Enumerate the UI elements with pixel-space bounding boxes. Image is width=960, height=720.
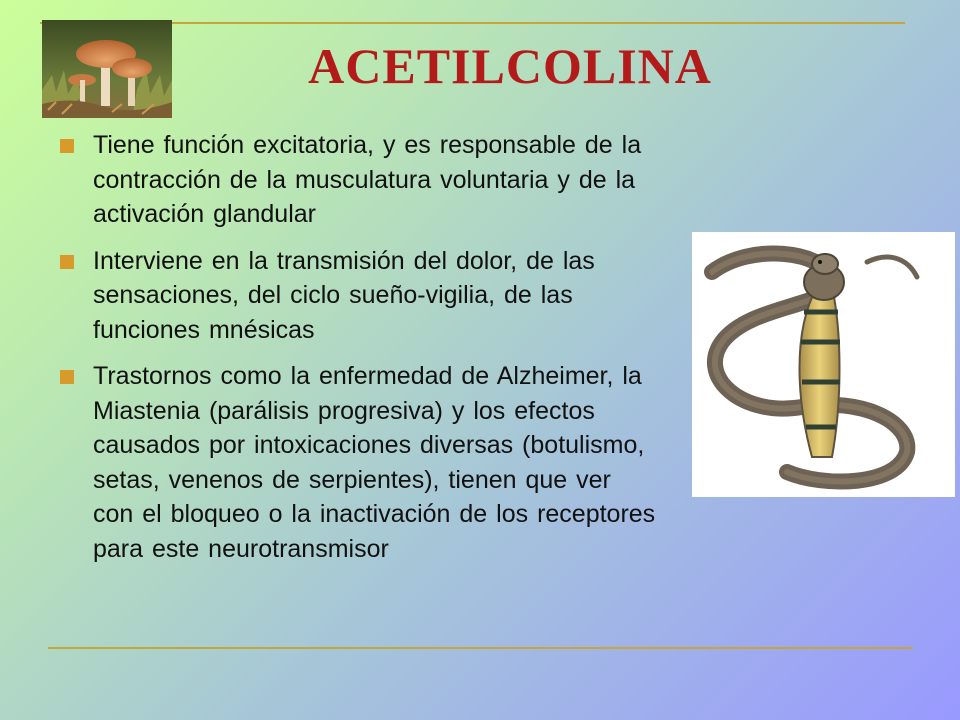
bullet-list [60,128,660,578]
square-bullet-icon [60,255,74,269]
mushroom-image [42,20,172,118]
slide-title: ACETILCOLINA [308,38,712,94]
cobra-image [692,232,955,497]
bullet-text: Trastornos como la enfermedad de Alzheimer, la Miastenia (parálisis progresiva) y los efectos causados por intoxicaciones diversas (botulismo, setas, venenos de serpientes), tienen que ver con el bloqueo o la inactivación de los receptores para este neurotransmisor [93,362,656,563]
square-bullet-icon [60,139,74,153]
square-bullet-icon [60,370,74,384]
bullet-item [60,244,660,348]
bullet-text: Interviene en la transmisión del dolor, de las sensaciones, del ciclo sueño-vigilia, de las funciones mnésicas [93,246,595,344]
bullet-item [60,359,660,566]
bottom-rule [48,647,913,649]
bullet-item [60,128,660,232]
bullet-text: Tiene función excitatoria, y es responsable de la contracción de la musculatura voluntaria y de la activación glandular [93,131,642,228]
